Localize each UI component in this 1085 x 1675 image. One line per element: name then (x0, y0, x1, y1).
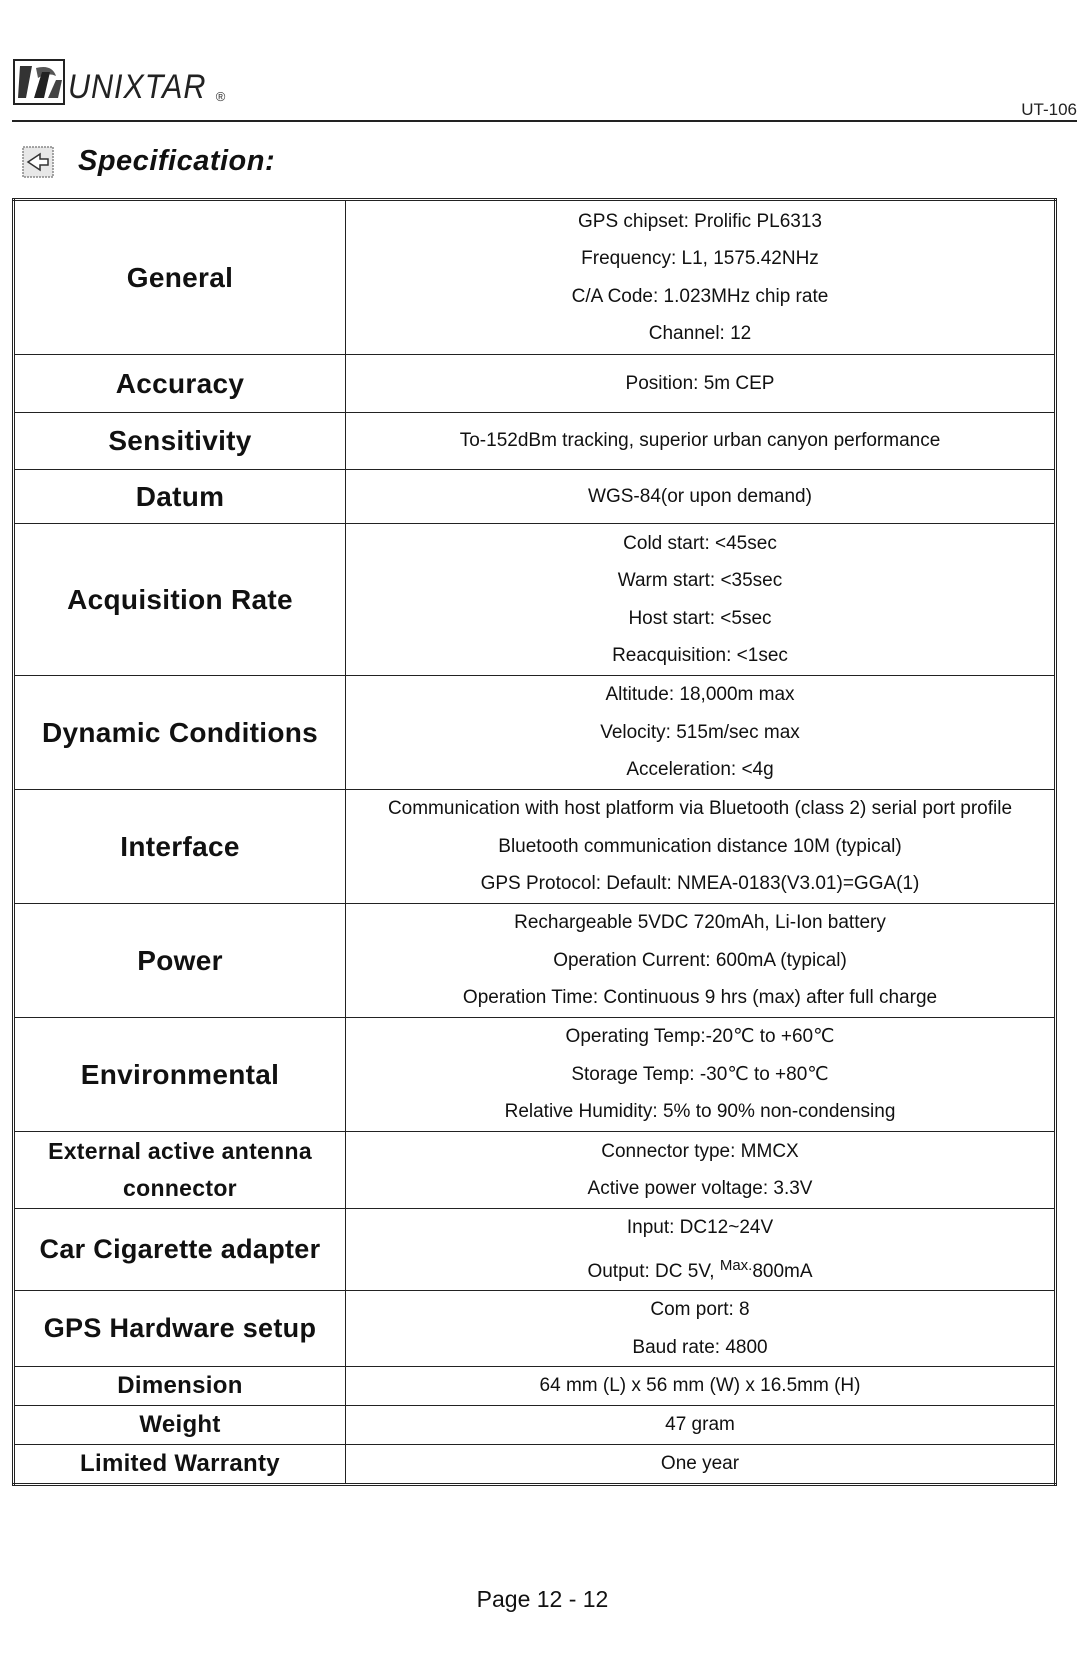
row-value-warranty (346, 1445, 1056, 1485)
row-label-interface: Interface (14, 790, 346, 904)
row-label-warranty: Limited Warranty (14, 1445, 346, 1485)
row-label-gps-hardware: GPS Hardware setup (14, 1291, 346, 1367)
row-label-environmental: Environmental (14, 1018, 346, 1132)
row-value-accuracy (346, 355, 1056, 413)
value-line: Operation Time: Continuous 9 hrs (max) after full charge (462, 987, 938, 1009)
table-row-acquisition (14, 524, 1056, 676)
row-label-datum: Datum (14, 470, 346, 524)
page-number: Page 12 - 12 (476, 1586, 609, 1612)
table-row-datum (14, 470, 1056, 524)
header-rule (12, 120, 1077, 122)
row-value-car-adapter (346, 1209, 1056, 1291)
model-number: UT-106 (1021, 100, 1077, 119)
table-row-sensitivity (14, 413, 1056, 470)
section-heading (22, 145, 275, 178)
table-row-dimension (14, 1367, 1056, 1406)
output-prefix: Output: DC 5V, (587, 1260, 720, 1282)
row-label-weight: Weight (14, 1406, 346, 1445)
row-label-dimension: Dimension (14, 1367, 346, 1406)
output-max-sup: Max. (719, 1256, 753, 1274)
value-line: Operating Temp:-20℃ to +60℃ (565, 1026, 835, 1048)
row-label-accuracy: Accuracy (14, 355, 346, 413)
value-line: GPS Protocol: Default: NMEA-0183(V3.01)=GGA(1) (480, 873, 920, 895)
value-line: WGS-84(or upon demand) (588, 485, 812, 507)
specification-table (12, 198, 1057, 1486)
row-label-car-adapter: Car Cigarette adapter (14, 1209, 346, 1291)
value-line: Warm start: <35sec (617, 570, 783, 591)
table-row-weight (14, 1406, 1056, 1445)
value-line: Storage Temp: -30℃ to +80℃ (571, 1063, 829, 1085)
row-value-datum (346, 470, 1056, 524)
value-line: Active power voltage: 3.3V (587, 1178, 813, 1199)
row-value-general (346, 200, 1056, 355)
table-row-antenna (14, 1132, 1056, 1209)
value-line: Position: 5m CEP (625, 372, 775, 394)
table-row-environmental (14, 1018, 1056, 1132)
table-row-car-adapter (14, 1209, 1056, 1291)
value-line: Frequency: L1, 1575.42NHz (581, 248, 819, 269)
value-line: Communication with host platform via Bluetooth (class 2) serial port profile (387, 798, 1013, 820)
output-suffix: 800mA (752, 1260, 813, 1282)
row-label-sensitivity: Sensitivity (14, 413, 346, 470)
value-line: Connector type: MMCX (601, 1140, 799, 1162)
value-line-output (346, 1247, 1054, 1291)
row-value-dimension (346, 1367, 1056, 1406)
row-value-interface (346, 790, 1056, 904)
value-line: Altitude: 18,000m max (605, 684, 795, 706)
row-label-acquisition: Acquisition Rate (14, 524, 346, 676)
section-title: Specification: (78, 145, 276, 177)
value-line: Input: DC12~24V (626, 1217, 774, 1238)
row-value-power (346, 904, 1056, 1018)
row-value-acquisition (346, 524, 1056, 676)
row-value-dynamic (346, 676, 1056, 790)
arrow-bullet-icon (22, 146, 54, 178)
value-line: Operation Current: 600mA (typical) (553, 949, 847, 971)
label-line: External active antenna (48, 1137, 312, 1164)
page-header (12, 58, 1077, 120)
row-value-sensitivity (346, 413, 1056, 470)
value-line: Velocity: 515m/sec max (600, 721, 800, 743)
value-line: Reacquisition: <1sec (612, 645, 788, 666)
table-row-power (14, 904, 1056, 1018)
table-row-accuracy (14, 355, 1056, 413)
registered-mark: ® (215, 89, 226, 104)
value-line: Relative Humidity: 5% to 90% non-condensing (504, 1101, 896, 1123)
row-value-weight (346, 1406, 1056, 1445)
row-value-antenna (346, 1132, 1056, 1209)
table-row-warranty (14, 1445, 1056, 1485)
row-value-environmental (346, 1018, 1056, 1132)
value-line: One year (660, 1453, 740, 1474)
table-row-general (14, 200, 1056, 355)
logo-text: UNIXTAR (68, 68, 207, 106)
value-line: Cold start: <45sec (623, 532, 777, 554)
table-row-interface (14, 790, 1056, 904)
value-line: Acceleration: <4g (626, 759, 774, 781)
value-line: Rechargeable 5VDC 720mAh, Li-Ion battery (514, 912, 886, 934)
value-line: Baud rate: 4800 (632, 1336, 768, 1358)
value-line: Host start: <5sec (628, 607, 772, 629)
value-line: GPS chipset: Prolific PL6313 (578, 210, 822, 232)
label-line: connector (123, 1175, 237, 1201)
value-line: Bluetooth communication distance 10M (typical) (498, 835, 902, 857)
row-label-power: Power (14, 904, 346, 1018)
unixtar-logo (12, 58, 225, 106)
value-line: 64 mm (L) x 56 mm (W) x 16.5mm (H) (539, 1375, 861, 1397)
logo-emblem-icon (12, 58, 66, 106)
row-label-general: General (14, 200, 346, 355)
value-line: To-152dBm tracking, superior urban canyon performance (459, 430, 941, 452)
table-row-gps-hardware (14, 1291, 1056, 1367)
table-row-dynamic (14, 676, 1056, 790)
value-line: Com port: 8 (650, 1299, 750, 1320)
value-line: Channel: 12 (648, 323, 752, 344)
value-line: C/A Code: 1.023MHz chip rate (571, 285, 829, 307)
value-line: 47 gram (665, 1414, 735, 1436)
row-label-dynamic: Dynamic Conditions (14, 676, 346, 790)
row-label-antenna (14, 1132, 346, 1209)
row-value-gps-hardware (346, 1291, 1056, 1367)
